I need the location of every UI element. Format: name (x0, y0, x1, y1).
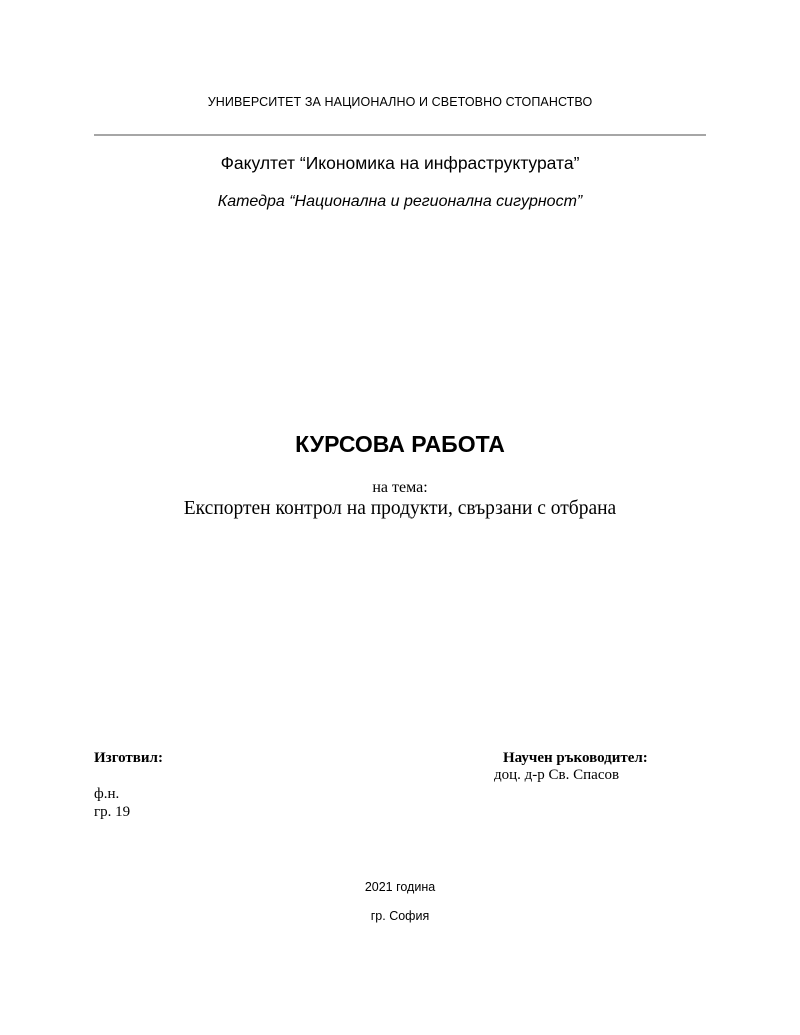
city: гр. София (370, 909, 430, 923)
university-name: УНИВЕРСИТЕТ ЗА НАЦИОНАЛНО И СВЕТОВНО СТОПАНСТВО (207, 95, 593, 109)
year: 2021 година (364, 880, 436, 894)
supervisor-name: доц. д-р Св. Спасов (494, 767, 620, 783)
document-type-title: КУРСОВА РАБОТА (295, 431, 505, 457)
faculty-name: Факултет “Икономика на инфраструктурата” (220, 153, 580, 173)
prepared-by-label: Изготвил: (94, 750, 163, 766)
faculty-number: ф.н. (94, 786, 120, 802)
topic-title: Експортен контрол на продукти, свързани с отбрана (183, 498, 617, 519)
supervisor-label: Научен ръководител: (503, 750, 648, 766)
department-name: Катедра “Национална и регионална сигурност” (217, 193, 583, 210)
topic-label: на тема: (372, 479, 428, 496)
header-divider (94, 134, 706, 136)
student-group: гр. 19 (94, 804, 131, 820)
